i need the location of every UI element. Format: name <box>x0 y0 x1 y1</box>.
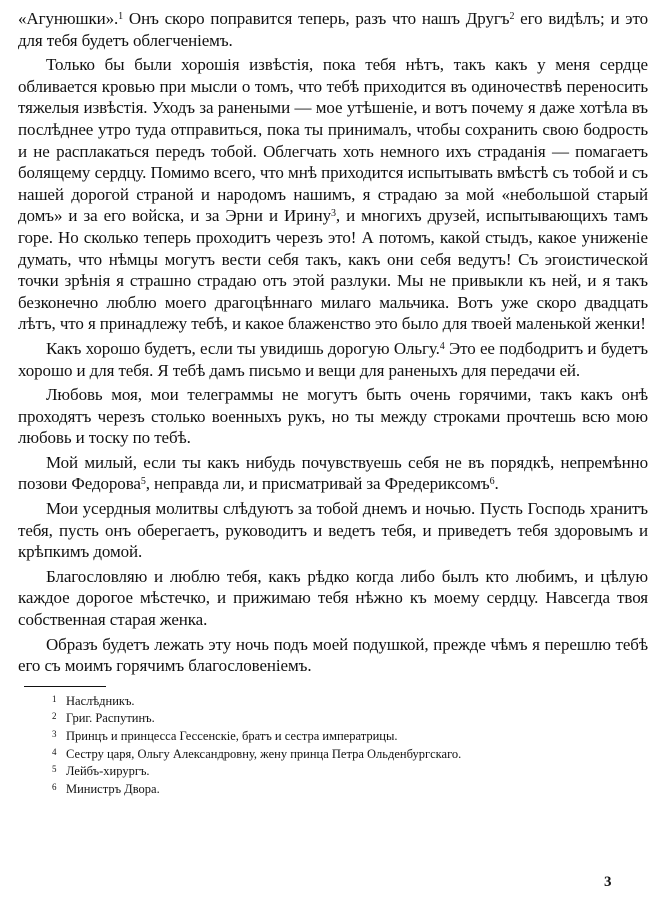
paragraph-text: Онъ скоро поправится теперь, разъ что нашъ Другъ <box>123 9 510 28</box>
footnote <box>52 709 648 727</box>
footnote-text: Принцъ и принцесса Гессенскіе, братъ и сестра императрицы. <box>66 729 398 743</box>
footnote <box>52 780 648 798</box>
paragraph <box>18 54 648 335</box>
footnote-number: 4 <box>52 746 57 757</box>
paragraph-text: Мой милый, если ты какъ нибудь почувствуешь себя не въ порядкѣ, непремѣнно позови Федорова <box>18 452 648 494</box>
page-number: 3 <box>604 874 612 890</box>
footnote-text: Григ. Распутинъ. <box>66 711 155 726</box>
footnote-number: 5 <box>52 764 57 775</box>
footnote-marker: 1 <box>118 11 124 22</box>
footnote <box>52 692 648 710</box>
paragraph <box>18 498 648 563</box>
footnote-text: Наслѣдникъ. <box>66 693 135 708</box>
footnote-marker: 5 <box>140 476 146 488</box>
paragraph <box>18 338 648 381</box>
paragraph-text: Любовь моя, мои телеграммы не могутъ быть очень горячими, такъ какъ онѣ проходятъ черезъ столько военныхъ рукъ, но ты между строками прочтешь всю мою любовь и тоску по тебѣ. <box>18 385 648 448</box>
paragraph-text: Мои усердныя молитвы слѣдуютъ за тобой днемъ и ночью. Пусть Господь хранитъ тебя, пусть онъ оберегаетъ, руководитъ и ведетъ тебя, и приведетъ тебя здоровымъ и крѣпкимъ домой. <box>18 499 648 562</box>
footnote-number: 6 <box>52 781 57 792</box>
footnote-number: 2 <box>52 711 57 722</box>
paragraph-text: Благословляю и люблю тебя, какъ рѣдко когда либо былъ кто любимъ, и цѣлую каждое дорогое мѣстечко, и прижимаю тебя нѣжно къ моему сердцу. Навсегда твоя собственная старая женка. <box>18 566 648 630</box>
footnote-marker: 6 <box>489 476 495 488</box>
paragraph <box>18 566 648 631</box>
footnote-number: 3 <box>52 729 57 739</box>
paragraph-text: . <box>494 474 499 494</box>
paragraph-text: Только бы были хорошія извѣстія, пока тебя нѣтъ, такъ какъ у меня сердце обливается кровью при мысли о томъ, что тебѣ приходится въ одиночествѣ переносить тяжелыя извѣстія. Уходъ за ранеными — мое утѣшеніе, и вотъ почему я даже хотѣла въ послѣднее утро туда отправиться, пока ты принималъ, чтобы сохранить свою бодрость и не расплакаться передъ тобой. Облегчать хоть немного ихъ страданія — помагаетъ болящему сердцу. Помимо всего, что мнѣ приходится испытывать вмѣстѣ съ тобой и съ нашей дорогой страной и народомъ нашимъ, я страдаю за мой «небольшой старый домъ» и за его войска, и за Эрни и Ирину <box>18 55 648 226</box>
paragraph <box>18 8 648 51</box>
paragraph-text: , и многихъ друзей, испытывающихъ тамъ горе. Но сколько теперь проходитъ черезъ это! А потомъ, какой стыдъ, какое униженіе думать, что нѣмцы могутъ вести себя такъ, какъ они себя ведутъ! Съ эгоистической точки зрѣнія я страшно страдаю отъ этой разлуки. Мы не привыкли къ ней, и я такъ безконечно люблю моего драгоцѣннаго милаго мальчика. Вотъ уже скоро двадцать лѣтъ, что я принадлежу тебѣ, и какое блаженство это было для твоей маленькой женки! <box>18 206 648 334</box>
footnote-marker: 4 <box>439 340 445 352</box>
footnote-number: 1 <box>52 693 57 704</box>
paragraph-text: «Агунюшки». <box>18 9 119 28</box>
footnote <box>52 762 648 780</box>
footnote-marker: 2 <box>509 11 515 22</box>
letter-text <box>18 8 648 677</box>
footnote-text: Министръ Двора. <box>66 781 160 796</box>
paragraph-text: его видѣлъ; и это для тебя будетъ облегченіемъ. <box>18 9 648 50</box>
paragraph <box>18 634 648 677</box>
paragraph <box>18 452 648 495</box>
paragraph <box>18 384 648 449</box>
paragraph-text: , неправда ли, и присматривай за Фредериксомъ <box>145 474 490 494</box>
footnote-marker: 3 <box>331 208 336 220</box>
footnote-text: Лейбъ-хирургъ. <box>66 764 150 779</box>
footnote <box>52 745 648 763</box>
paragraph-text: Это ее подбодритъ и будетъ хорошо и для тебя. Я тебѣ дамъ письмо и вещи для раненыхъ для передачи ей. <box>18 338 648 380</box>
footnote <box>52 727 648 745</box>
paragraph-text: Какъ хорошо будетъ, если ты увидишь дорогую Ольгу. <box>46 338 440 358</box>
footnote-divider <box>24 686 106 687</box>
footnotes <box>18 692 648 798</box>
page-body <box>18 8 648 797</box>
paragraph-text: Образъ будетъ лежать эту ночь подъ моей подушкой, прежде чѣмъ я перешлю тебѣ его съ моимъ горячимъ благословеніемъ. <box>18 634 648 676</box>
footnote-text: Сестру царя, Ольгу Александровну, жену принца Петра Ольденбургскаго. <box>66 746 462 761</box>
